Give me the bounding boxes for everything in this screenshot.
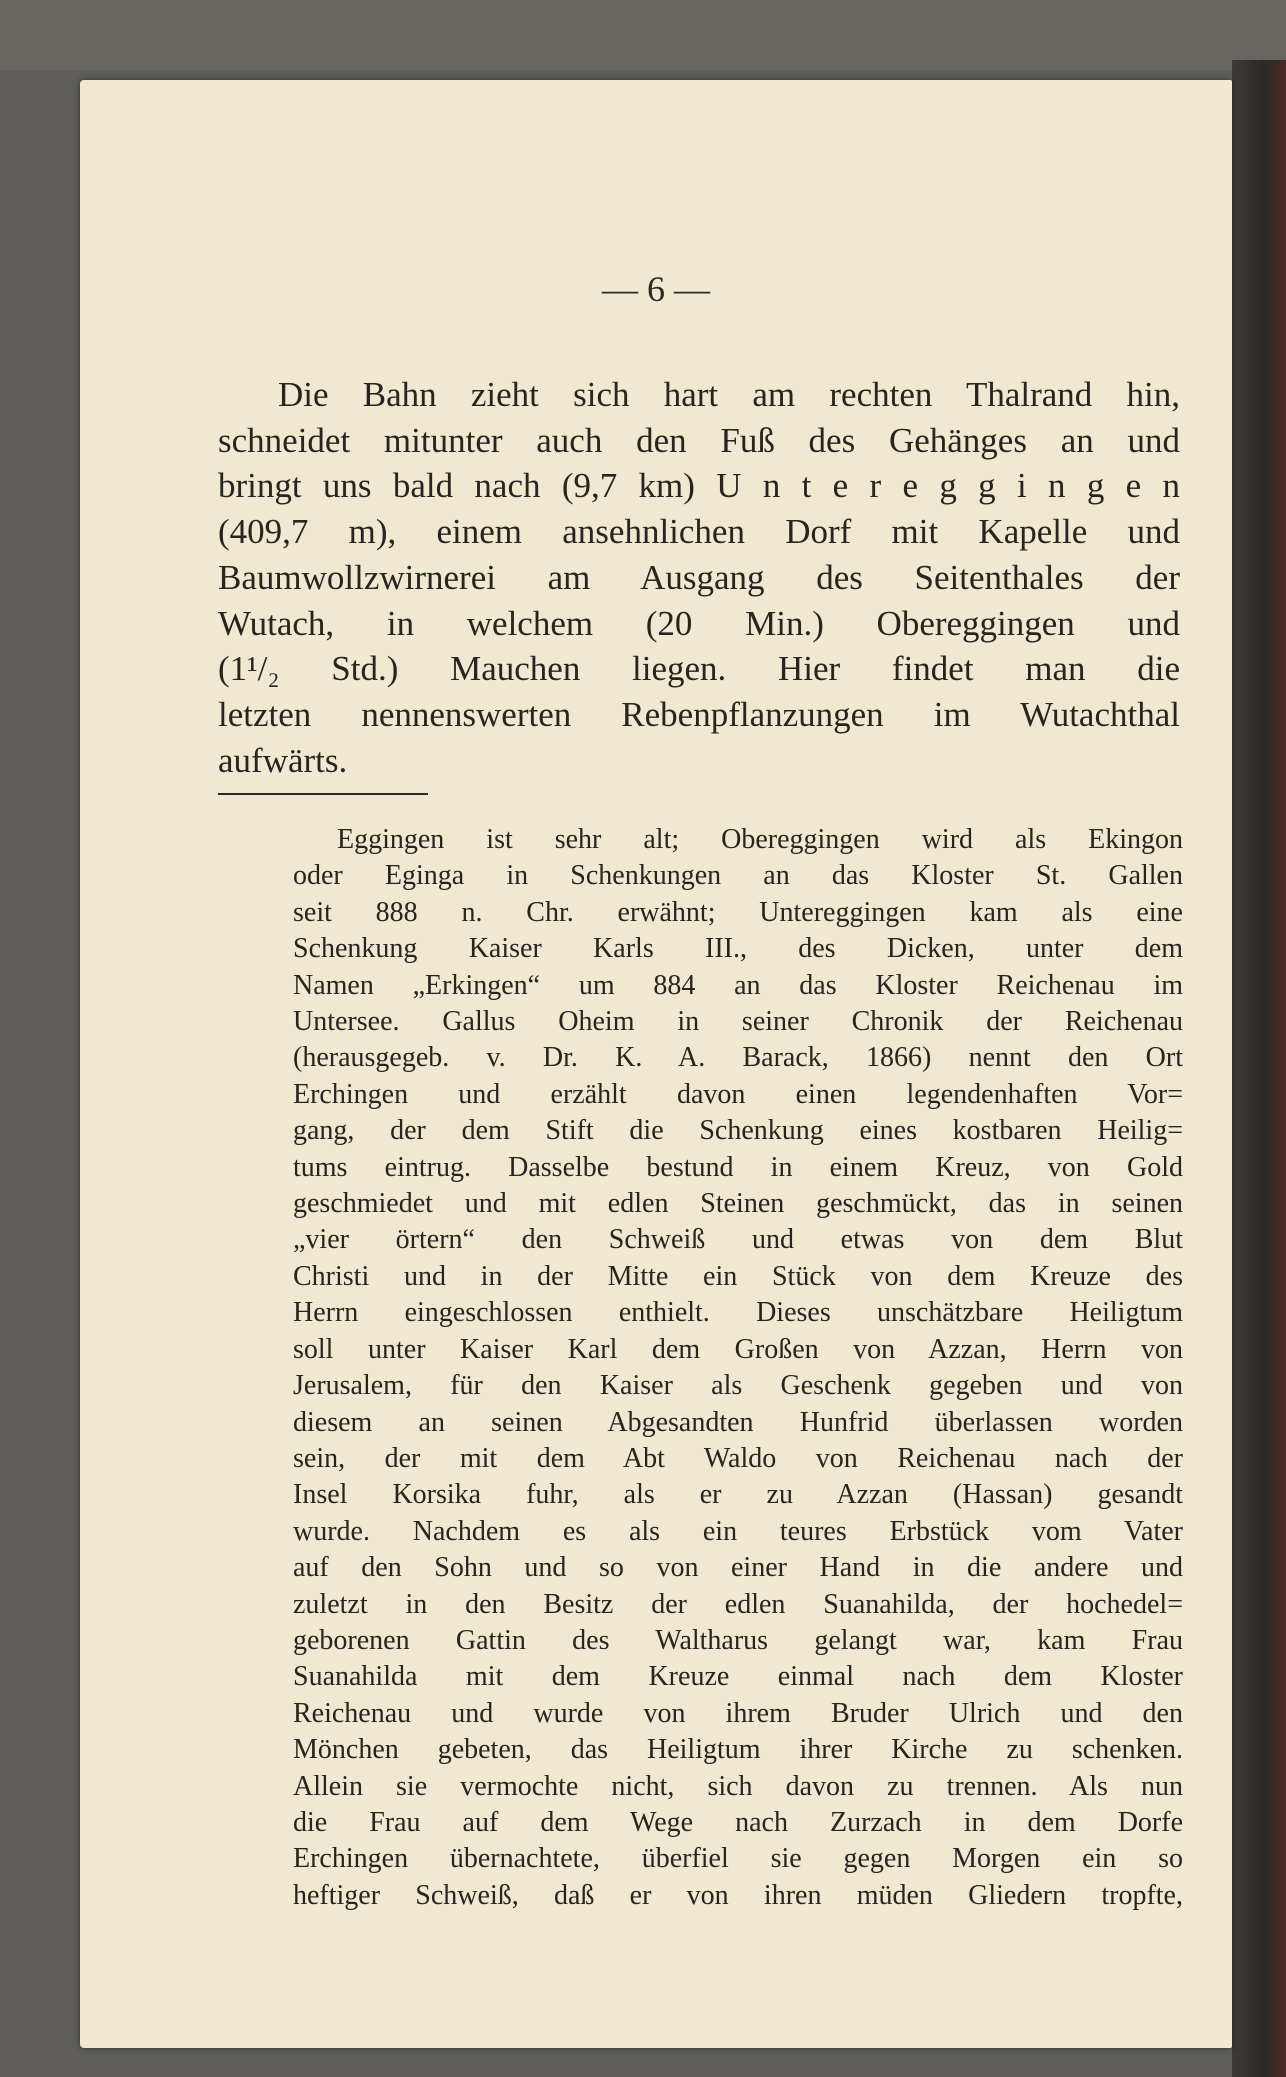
main-text-line: (409,7 m), einem ansehnlichen Dorf mit Kapelle und <box>218 512 1180 552</box>
footnote-line: Suanahilda mit dem Kreuze einmal nach dem Kloster <box>293 1661 1183 1693</box>
footnote-line: Namen „Erkingen“ um 884 an das Kloster Reichenau im <box>293 969 1183 1001</box>
main-text-line: letzten nennenswerten Rebenpflanzungen im Wutachthal <box>218 694 1180 734</box>
book-spine-edge <box>1232 60 1286 2077</box>
main-text-line: Die Bahn zieht sich hart am rechten Thalrand hin, <box>278 375 1180 414</box>
main-text-line: Baumwollzwirnerei am Ausgang des Seitenthales der <box>218 557 1180 597</box>
footnote-line: Untersee. Gallus Oheim in seiner Chronik der Reichenau <box>293 1006 1183 1038</box>
main-text-line: (1¹/₂ Std.) Mauchen liegen. Hier findet man die <box>218 649 1180 689</box>
footnote-line: heftiger Schweiß, daß er von ihren müden Gliedern tropfte, <box>293 1879 1183 1911</box>
footnote-line: Schenkung Kaiser Karls III., des Dicken, unter dem <box>293 933 1183 965</box>
footnote-line: zuletzt in den Besitz der edlen Suanahilda, der hochedel= <box>293 1588 1183 1620</box>
footnote-line: soll unter Kaiser Karl dem Großen von Azzan, Herrn von <box>293 1333 1183 1365</box>
footnote-line: Christi und in der Mitte ein Stück von dem Kreuze des <box>293 1260 1183 1292</box>
footnote-line: gang, der dem Stift die Schenkung eines kostbaren Heilig= <box>293 1115 1183 1147</box>
main-paragraph <box>218 372 1180 783</box>
footnote-line: oder Eginga in Schenkungen an das Kloster St. Gallen <box>293 860 1183 892</box>
footnote-line: geborenen Gattin des Waltharus gelangt war, kam Frau <box>293 1624 1183 1656</box>
footnote-line: die Frau auf dem Wege nach Zurzach in dem Dorfe <box>293 1806 1183 1838</box>
footnote-line: Mönchen gebeten, das Heiligtum ihrer Kirche zu schenken. <box>293 1734 1183 1766</box>
footnote-line: Erchingen und erzählt davon einen legendenhaften Vor= <box>293 1078 1183 1110</box>
footnote-line: tums eintrug. Dasselbe bestund in einem Kreuz, von Gold <box>293 1151 1183 1183</box>
footnote-line: geschmiedet und mit edlen Steinen geschmückt, das in seinen <box>293 1188 1183 1220</box>
footnote-line: Jerusalem, für den Kaiser als Geschenk gegeben und von <box>293 1370 1183 1402</box>
footnote-paragraph <box>293 822 1183 1914</box>
main-text-line: bringt uns bald nach (9,7 km) U n t e r e g g i n g e n <box>218 466 1180 506</box>
main-text-line: aufwärts. <box>218 740 348 780</box>
footnote-separator <box>218 793 428 795</box>
footnote-line: Eggingen ist sehr alt; Obereggingen wird als Ekingon <box>337 824 1183 855</box>
footnote-line: Herrn eingeschlossen enthielt. Dieses unschätzbare Heiligtum <box>293 1297 1183 1329</box>
footnote-line: wurde. Nachdem es als ein teures Erbstück vom Vater <box>293 1515 1183 1547</box>
footnote-line: sein, der mit dem Abt Waldo von Reichenau nach der <box>293 1442 1183 1474</box>
footnote-line: Erchingen übernachtete, überfiel sie gegen Morgen ein so <box>293 1843 1183 1875</box>
footnote-line: „vier örtern“ den Schweiß und etwas von dem Blut <box>293 1224 1183 1256</box>
footnote-line: Insel Korsika fuhr, als er zu Azzan (Hassan) gesandt <box>293 1479 1183 1511</box>
main-text-line: schneidet mitunter auch den Fuß des Gehänges an und <box>218 420 1180 460</box>
footnote-line: Allein sie vermochte nicht, sich davon zu trennen. Als nun <box>293 1770 1183 1802</box>
footnote-line: auf den Sohn und so von einer Hand in die andere und <box>293 1552 1183 1584</box>
footnote-line: diesem an seinen Abgesandten Hunfrid überlassen worden <box>293 1406 1183 1438</box>
book-page <box>80 80 1232 2048</box>
footnote-line: Reichenau und wurde von ihrem Bruder Ulrich und den <box>293 1697 1183 1729</box>
footnote-line: seit 888 n. Chr. erwähnt; Untereggingen kam als eine <box>293 896 1183 928</box>
scan-background-top <box>0 0 1286 70</box>
main-text-line: Wutach, in welchem (20 Min.) Obereggingen und <box>218 603 1180 643</box>
footnote-line: (herausgegeb. v. Dr. K. A. Barack, 1866) nennt den Ort <box>293 1042 1183 1074</box>
page-number: — 6 — <box>602 269 710 309</box>
